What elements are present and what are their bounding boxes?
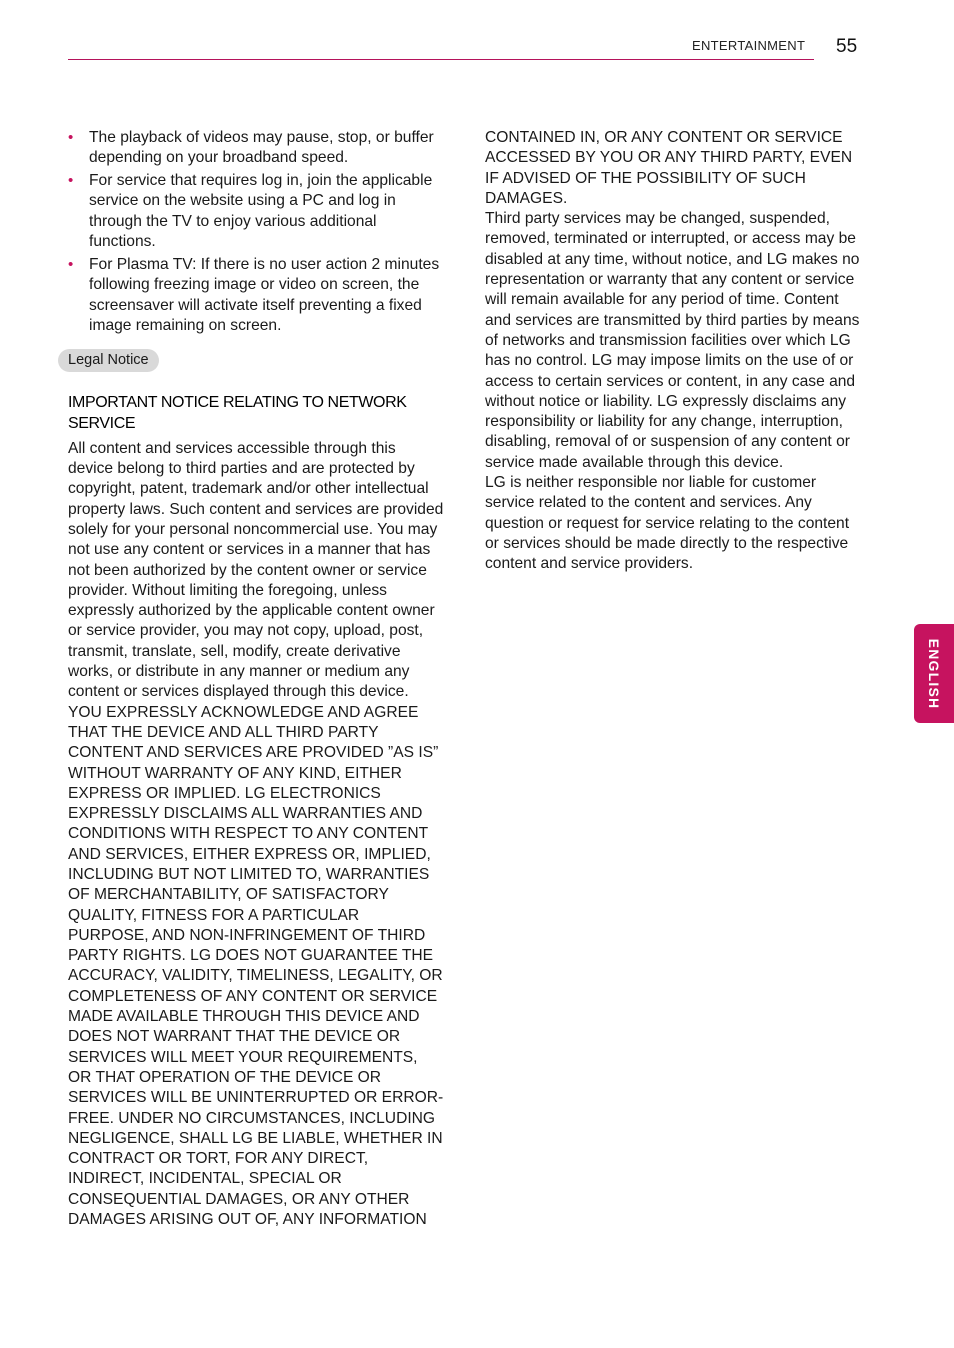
paragraph-content-ownership: All content and services accessible through this device belong to third parties and are protected by copyright, patent, trademark and/or other intellectual property laws. Such content and services are provided solely for your personal noncommercial use. You may not use any content or services in a manner that has not been authorized by the content owner or service provider. Without limiting the foregoing, unless expressly authorized by the applicable content owner or service provider, you may not copy, upload, post, transmit, translate, sell, modify, create derivative works, or distribute in any manner or medium any content or services displayed through this device. (68, 439, 444, 701)
language-side-tab (914, 624, 954, 723)
paragraph-warranty-disclaimer-continued: CONTAINED IN, OR ANY CONTENT OR SERVICE ACCESSED BY YOU OR ANY THIRD PARTY, EVEN IF ADVISED OF THE POSSIBILITY OF SUCH DAMAGES. (485, 129, 853, 207)
page-number: 55 (836, 36, 858, 57)
bullet-icon: • (68, 129, 74, 146)
legal-notice-label: Legal Notice (58, 349, 159, 372)
paragraph-warranty-disclaimer: YOU EXPRESSLY ACKNOWLEDGE AND AGREE THAT THE DEVICE AND ALL THIRD PARTY CONTENT AND SERVICES ARE PROVIDED ”AS IS” WITHOUT WARRANTY OF ANY KIND, EITHER EXPRESS OR IMPLIED. LG ELECTRONICS EXPRESSLY DISCLAIMS ALL WARRANTIES AND CONDITIONS WITH RESPECT TO ANY CONTENT AND SERVICES, EITHER EXPRESS OR, IMPLIED, INCLUDING BUT NOT LIMITED TO, WARRANTIES OF MERCHANTABILITY, OF SATISFACTORY QUALITY, FITNESS FOR A PARTICULAR PURPOSE, AND NON-INFRINGEMENT OF THIRD PARTY RIGHTS. LG DOES NOT GUARANTEE THE ACCURACY, VALIDITY, TIMELINESS, LEGALITY, OR COMPLETENESS OF ANY CONTENT OR SERVICE MADE AVAILABLE THROUGH THIS DEVICE AND DOES NOT WARRANT THAT THE DEVICE OR SERVICES WILL MEET YOUR REQUIREMENTS, OR THAT OPERATION OF THE DEVICE OR SERVICES WILL BE UNINTERRUPTED OR ERROR-FREE. UNDER NO CIRCUMSTANCES, INCLUDING NEGLIGENCE, SHALL LG BE LIABLE, WHETHER IN CONTRACT OR TORT, FOR ANY DIRECT, INDIRECT, INCIDENTAL, SPECIAL OR CONSEQUENTIAL DAMAGES, OR ANY OTHER DAMAGES ARISING OUT OF, ANY INFORMATION (68, 703, 444, 1229)
section-heading: IMPORTANT NOTICE RELATING TO NETWORK SERVICE (68, 393, 407, 432)
bullet-icon: • (68, 255, 74, 273)
list-item (68, 171, 444, 252)
list-item (68, 255, 444, 336)
bullet-text: For service that requires log in, join the applicable service on the website using a PC and log in through the TV to enjoy various additional functions. (89, 172, 433, 251)
list-item (68, 128, 444, 169)
bullet-list (68, 128, 444, 336)
header-section-label: ENTERTAINMENT (692, 38, 806, 53)
bullet-text: The playback of videos may pause, stop, or buffer depending on your broadband speed. (89, 129, 434, 167)
language-tab-label: ENGLISH (926, 638, 942, 709)
paragraph-customer-service: LG is neither responsible nor liable for customer service related to the content and services. Any question or request for service relating to the content or services should be made directly to the respective content and service providers. (485, 474, 850, 573)
right-column (485, 128, 861, 575)
left-column (68, 128, 444, 1230)
bullet-icon: • (68, 172, 74, 190)
bullet-text: For Plasma TV: If there is no user action 2 minutes following freezing image or video on screen, the screensaver will activate itself preventing a fixed image remaining on screen. (89, 255, 440, 334)
paragraph-service-changes: Third party services may be changed, suspended, removed, terminated or interrupted, or access may be disabled at any time, without notice, and LG makes no representation or warranty that any content or service will remain available for any period of time. Content and services are transmitted by third parties by means of networks and transmission facilities over which LG has no control. LG may impose limits on the use of or access to certain services or content, in any case and without notice or liability. LG expressly disclaims any responsibility or liability for any change, interruption, disabling, removal of or suspension of any content or service made available through this device. (485, 210, 860, 471)
header-rule (68, 59, 814, 60)
